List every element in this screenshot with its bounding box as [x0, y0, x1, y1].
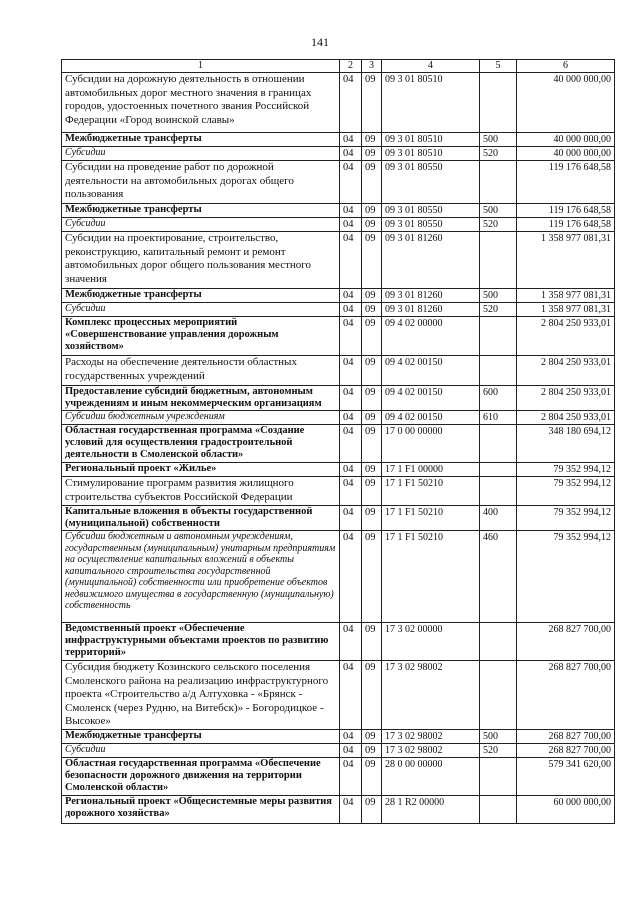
table-row [62, 73, 615, 133]
cell-section: 04 [340, 289, 362, 303]
cell-section: 04 [340, 477, 362, 506]
cell-target-code: 09 3 01 80550 [382, 218, 480, 232]
cell-expense-type: 600 [480, 386, 517, 411]
cell-target-code: 09 4 02 00000 [382, 317, 480, 356]
cell-section: 04 [340, 133, 362, 147]
cell-expense-type [480, 425, 517, 463]
cell-target-code: 17 3 02 00000 [382, 623, 480, 661]
cell-amount: 2 804 250 933,01 [517, 356, 615, 386]
cell-section: 04 [340, 795, 362, 823]
cell-expense-type [480, 795, 517, 823]
cell-amount: 268 827 700,00 [517, 623, 615, 661]
cell-section: 04 [340, 303, 362, 317]
cell-amount: 60 000 000,00 [517, 795, 615, 823]
cell-target-code: 09 3 01 80550 [382, 204, 480, 218]
budget-table-body [62, 60, 615, 824]
cell-subsection: 09 [362, 623, 382, 661]
cell-amount: 79 352 994,12 [517, 463, 615, 477]
cell-section: 04 [340, 623, 362, 661]
table-row [62, 411, 615, 425]
cell-name: Капитальные вложения в объекты государственной (муниципальной) собственности [62, 506, 340, 531]
table-row [62, 356, 615, 386]
cell-expense-type: 610 [480, 411, 517, 425]
column-header-amount: 6 [517, 60, 615, 73]
cell-section: 04 [340, 661, 362, 730]
cell-section: 04 [340, 161, 362, 204]
table-row [62, 795, 615, 823]
cell-subsection: 09 [362, 303, 382, 317]
column-header-target-code: 4 [382, 60, 480, 73]
cell-name: Расходы на обеспечение деятельности областных государственных учреждений [62, 356, 340, 386]
cell-amount: 268 827 700,00 [517, 729, 615, 743]
cell-section: 04 [340, 232, 362, 289]
cell-section: 04 [340, 386, 362, 411]
cell-subsection: 09 [362, 477, 382, 506]
table-row [62, 729, 615, 743]
cell-section: 04 [340, 317, 362, 356]
cell-amount: 79 352 994,12 [517, 477, 615, 506]
cell-section: 04 [340, 204, 362, 218]
table-row [62, 218, 615, 232]
cell-target-code: 17 3 02 98002 [382, 729, 480, 743]
cell-name: Субсидии на проведение работ по дорожной деятельности на автомобильных дорогах общего пользования [62, 161, 340, 204]
cell-subsection: 09 [362, 218, 382, 232]
cell-section: 04 [340, 743, 362, 757]
cell-expense-type [480, 477, 517, 506]
cell-target-code: 17 1 F1 50210 [382, 477, 480, 506]
cell-section: 04 [340, 356, 362, 386]
cell-section: 04 [340, 729, 362, 743]
cell-target-code: 17 1 F1 00000 [382, 463, 480, 477]
cell-expense-type [480, 623, 517, 661]
cell-name: Областная государственная программа «Создание условий для осуществления градостроительной деятельности в Смоленской области» [62, 425, 340, 463]
cell-expense-type: 500 [480, 204, 517, 218]
cell-expense-type [480, 463, 517, 477]
cell-subsection: 09 [362, 463, 382, 477]
cell-amount: 119 176 648,58 [517, 161, 615, 204]
cell-section: 04 [340, 218, 362, 232]
cell-expense-type: 500 [480, 133, 517, 147]
cell-target-code: 09 3 01 80510 [382, 147, 480, 161]
cell-name: Региональный проект «Жилье» [62, 463, 340, 477]
cell-expense-type: 500 [480, 729, 517, 743]
column-header-section: 2 [340, 60, 362, 73]
cell-subsection: 09 [362, 743, 382, 757]
cell-name: Межбюджетные трансферты [62, 133, 340, 147]
cell-subsection: 09 [362, 73, 382, 133]
cell-expense-type: 460 [480, 531, 517, 623]
table-row [62, 133, 615, 147]
cell-target-code: 09 3 01 80510 [382, 133, 480, 147]
cell-subsection: 09 [362, 757, 382, 795]
cell-subsection: 09 [362, 386, 382, 411]
cell-name: Межбюджетные трансферты [62, 729, 340, 743]
cell-target-code: 17 3 02 98002 [382, 661, 480, 730]
cell-amount: 1 358 977 081,31 [517, 303, 615, 317]
cell-name: Субсидии на дорожную деятельность в отношении автомобильных дорог местного значения в границах городов, удостоенных почетного звания Российской Федерации «Город воинской славы» [62, 73, 340, 133]
cell-expense-type: 520 [480, 743, 517, 757]
table-row [62, 161, 615, 204]
cell-amount: 579 341 620,00 [517, 757, 615, 795]
cell-subsection: 09 [362, 317, 382, 356]
cell-name: Субсидии [62, 303, 340, 317]
table-row [62, 463, 615, 477]
cell-amount: 1 358 977 081,31 [517, 232, 615, 289]
cell-expense-type [480, 317, 517, 356]
cell-name: Субсидии [62, 147, 340, 161]
table-row [62, 386, 615, 411]
cell-name: Межбюджетные трансферты [62, 289, 340, 303]
cell-amount: 348 180 694,12 [517, 425, 615, 463]
cell-target-code: 17 3 02 98002 [382, 743, 480, 757]
cell-amount: 119 176 648,58 [517, 204, 615, 218]
cell-expense-type [480, 232, 517, 289]
cell-name: Субсидии бюджетным учреждениям [62, 411, 340, 425]
column-header-expense-type: 5 [480, 60, 517, 73]
cell-amount: 1 358 977 081,31 [517, 289, 615, 303]
cell-amount: 2 804 250 933,01 [517, 411, 615, 425]
cell-section: 04 [340, 73, 362, 133]
cell-subsection: 09 [362, 795, 382, 823]
cell-subsection: 09 [362, 161, 382, 204]
cell-name: Региональный проект «Общесистемные меры развития дорожного хозяйства» [62, 795, 340, 823]
cell-section: 04 [340, 147, 362, 161]
cell-expense-type [480, 161, 517, 204]
table-row [62, 232, 615, 289]
cell-target-code: 09 3 01 81260 [382, 303, 480, 317]
cell-section: 04 [340, 411, 362, 425]
cell-target-code: 09 3 01 81260 [382, 232, 480, 289]
page-number: 141 [311, 35, 329, 49]
cell-amount: 40 000 000,00 [517, 133, 615, 147]
table-row [62, 623, 615, 661]
cell-expense-type [480, 356, 517, 386]
budget-table [61, 59, 615, 824]
cell-expense-type [480, 757, 517, 795]
cell-name: Стимулирование программ развития жилищного строительства субъектов Российской Федерации [62, 477, 340, 506]
cell-expense-type: 520 [480, 303, 517, 317]
cell-name: Субсидии бюджетным и автономным учреждениям, государственным (муниципальным) унитарным предприятиям на осуществление капитальных вложений в объекты капитального строительства государственной (муниципальной) собственности или приобретение объектов недвижимого имущества в государственную (муниципальную) собственность [62, 531, 340, 623]
cell-amount: 2 804 250 933,01 [517, 317, 615, 356]
cell-expense-type [480, 73, 517, 133]
cell-section: 04 [340, 463, 362, 477]
cell-name: Субсидия бюджету Козинского сельского поселения Смоленского района на реализацию инфраструктурного проекта «Строительство а/д Алтуховка - «Брянск - Смоленск (через Рудню, на Витебск)» - Богородицкое - Высокое» [62, 661, 340, 730]
cell-subsection: 09 [362, 232, 382, 289]
cell-subsection: 09 [362, 289, 382, 303]
cell-subsection: 09 [362, 506, 382, 531]
column-header-subsection: 3 [362, 60, 382, 73]
cell-section: 04 [340, 506, 362, 531]
cell-amount: 79 352 994,12 [517, 531, 615, 623]
table-row [62, 303, 615, 317]
cell-target-code: 17 1 F1 50210 [382, 531, 480, 623]
cell-target-code: 17 1 F1 50210 [382, 506, 480, 531]
cell-name: Субсидии на проектирование, строительство, реконструкцию, капитальный ремонт и ремонт автомобильных дорог общего пользования местного значения [62, 232, 340, 289]
table-row [62, 661, 615, 730]
cell-subsection: 09 [362, 729, 382, 743]
cell-target-code: 28 1 R2 00000 [382, 795, 480, 823]
cell-amount: 79 352 994,12 [517, 506, 615, 531]
cell-subsection: 09 [362, 425, 382, 463]
cell-name: Субсидии [62, 218, 340, 232]
table-row [62, 317, 615, 356]
cell-amount: 40 000 000,00 [517, 147, 615, 161]
cell-expense-type: 400 [480, 506, 517, 531]
cell-name: Областная государственная программа «Обеспечение безопасности дорожного движения на территории Смоленской области» [62, 757, 340, 795]
cell-subsection: 09 [362, 661, 382, 730]
cell-amount: 119 176 648,58 [517, 218, 615, 232]
cell-subsection: 09 [362, 531, 382, 623]
table-row [62, 531, 615, 623]
cell-subsection: 09 [362, 356, 382, 386]
cell-target-code: 09 3 01 80550 [382, 161, 480, 204]
cell-expense-type [480, 661, 517, 730]
cell-amount: 2 804 250 933,01 [517, 386, 615, 411]
cell-section: 04 [340, 425, 362, 463]
cell-name: Ведомственный проект «Обеспечение инфраструктурными объектами проектов по развитию территорий» [62, 623, 340, 661]
cell-target-code: 09 4 02 00150 [382, 411, 480, 425]
cell-subsection: 09 [362, 133, 382, 147]
cell-target-code: 28 0 00 00000 [382, 757, 480, 795]
cell-subsection: 09 [362, 147, 382, 161]
table-row [62, 289, 615, 303]
table-row [62, 204, 615, 218]
cell-section: 04 [340, 531, 362, 623]
cell-name: Субсидии [62, 743, 340, 757]
column-header-name: 1 [62, 60, 340, 73]
cell-expense-type: 520 [480, 218, 517, 232]
cell-subsection: 09 [362, 204, 382, 218]
table-row [62, 477, 615, 506]
cell-section: 04 [340, 757, 362, 795]
cell-subsection: 09 [362, 411, 382, 425]
cell-name: Комплекс процессных мероприятий «Совершенствование управления дорожным хозяйством» [62, 317, 340, 356]
cell-target-code: 09 3 01 81260 [382, 289, 480, 303]
cell-name: Предоставление субсидий бюджетным, автономным учреждениям и иным некоммерческим организациям [62, 386, 340, 411]
table-row [62, 425, 615, 463]
cell-amount: 40 000 000,00 [517, 73, 615, 133]
cell-expense-type: 520 [480, 147, 517, 161]
cell-name: Межбюджетные трансферты [62, 204, 340, 218]
cell-target-code: 09 4 02 00150 [382, 356, 480, 386]
table-row [62, 147, 615, 161]
cell-target-code: 17 0 00 00000 [382, 425, 480, 463]
cell-amount: 268 827 700,00 [517, 661, 615, 730]
cell-target-code: 09 3 01 80510 [382, 73, 480, 133]
cell-expense-type: 500 [480, 289, 517, 303]
table-header-row [62, 60, 615, 73]
table-row [62, 743, 615, 757]
cell-target-code: 09 4 02 00150 [382, 386, 480, 411]
cell-amount: 268 827 700,00 [517, 743, 615, 757]
table-row [62, 506, 615, 531]
table-row [62, 757, 615, 795]
